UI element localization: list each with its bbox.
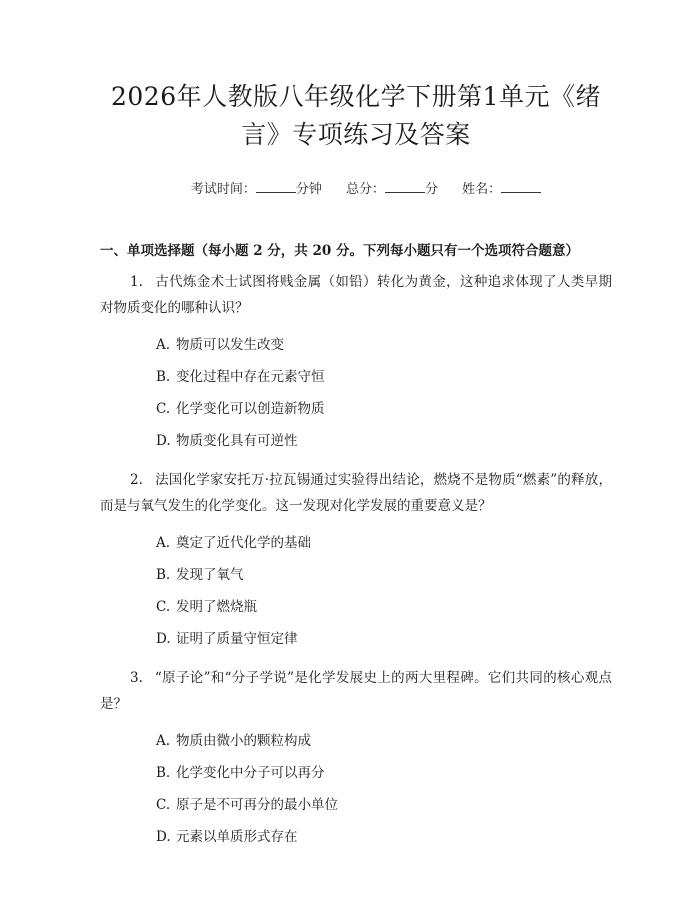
option-letter: A. — [156, 535, 171, 551]
option-list — [100, 725, 612, 853]
option-a — [100, 725, 612, 757]
option-text: 变化过程中存在元素守恒 — [176, 369, 325, 385]
question-2 — [100, 467, 612, 655]
question-1 — [100, 269, 612, 457]
option-a — [100, 527, 612, 559]
title-line-1: 2026年人教版八年级化学下册第1单元《绪 — [110, 82, 602, 111]
option-text: 发明了燃烧瓶 — [176, 599, 257, 615]
page-title — [100, 78, 612, 154]
option-text: 物质可以发生改变 — [176, 337, 284, 353]
option-letter: A. — [156, 733, 171, 749]
option-c — [100, 789, 612, 821]
option-letter: D. — [156, 829, 171, 845]
option-b — [100, 757, 612, 789]
exam-time-field — [191, 182, 326, 197]
option-d — [100, 425, 612, 457]
option-letter: C. — [156, 401, 171, 417]
exam-time-blank — [256, 182, 296, 193]
total-score-unit: 分 — [425, 182, 439, 197]
option-letter: B. — [156, 567, 171, 583]
option-text: 物质变化具有可逆性 — [176, 433, 298, 449]
option-text: 化学变化可以创造新物质 — [176, 401, 325, 417]
option-text: 化学变化中分子可以再分 — [176, 765, 325, 781]
option-list — [100, 329, 612, 457]
option-d — [100, 821, 612, 853]
option-letter: D. — [156, 433, 171, 449]
option-text: 元素以单质形式存在 — [176, 829, 298, 845]
option-b — [100, 559, 612, 591]
option-b — [100, 361, 612, 393]
option-c — [100, 393, 612, 425]
total-score-label: 总分： — [345, 182, 385, 197]
question-number: 1. — [130, 274, 143, 290]
option-letter: B. — [156, 369, 171, 385]
question-3 — [100, 665, 612, 853]
option-d — [100, 623, 612, 655]
option-text: 证明了质量守恒定律 — [176, 631, 298, 647]
option-letter: A. — [156, 337, 171, 353]
student-name-blank — [501, 182, 541, 193]
exam-time-label: 考试时间： — [190, 182, 256, 197]
section-title: 一、单项选择题（每小题 2 分，共 20 分。下列每小题只有一个选项符合题意） — [100, 243, 579, 259]
total-score-field — [346, 182, 442, 197]
student-name-label: 姓名： — [462, 182, 502, 197]
option-a — [100, 329, 612, 361]
option-letter: C. — [156, 599, 171, 615]
question-stem — [100, 467, 612, 519]
question-text: “原子论”和“分子学说”是化学发展史上的两大里程碑。它们共同的核心观点是？ — [100, 670, 612, 712]
option-text: 物质由微小的颗粒构成 — [176, 733, 311, 749]
option-letter: C. — [156, 797, 171, 813]
option-c — [100, 591, 612, 623]
question-text: 古代炼金术士试图将贱金属（如铅）转化为黄金，这种追求体现了人类早期对物质变化的哪种认识？ — [100, 274, 612, 316]
question-text: 法国化学家安托万·拉瓦锡通过实验得出结论，燃烧不是物质“燃素”的释放，而是与氧气发生的化学变化。这一发现对化学发展的重要意义是？ — [100, 472, 612, 514]
option-letter: B. — [156, 765, 171, 781]
exam-time-unit: 分钟 — [295, 182, 322, 197]
option-text: 原子是不可再分的最小单位 — [176, 797, 338, 813]
question-stem — [100, 665, 612, 717]
question-stem — [100, 269, 612, 321]
question-number: 3. — [130, 670, 143, 686]
option-list — [100, 527, 612, 655]
title-line-2: 言》专项练习及答案 — [241, 120, 471, 149]
option-letter: D. — [156, 631, 171, 647]
question-number: 2. — [130, 472, 143, 488]
option-text: 奠定了近代化学的基础 — [176, 535, 311, 551]
total-score-blank — [385, 182, 425, 193]
exam-info — [120, 178, 612, 197]
option-text: 发现了氧气 — [176, 567, 244, 583]
student-name-field — [462, 182, 541, 197]
